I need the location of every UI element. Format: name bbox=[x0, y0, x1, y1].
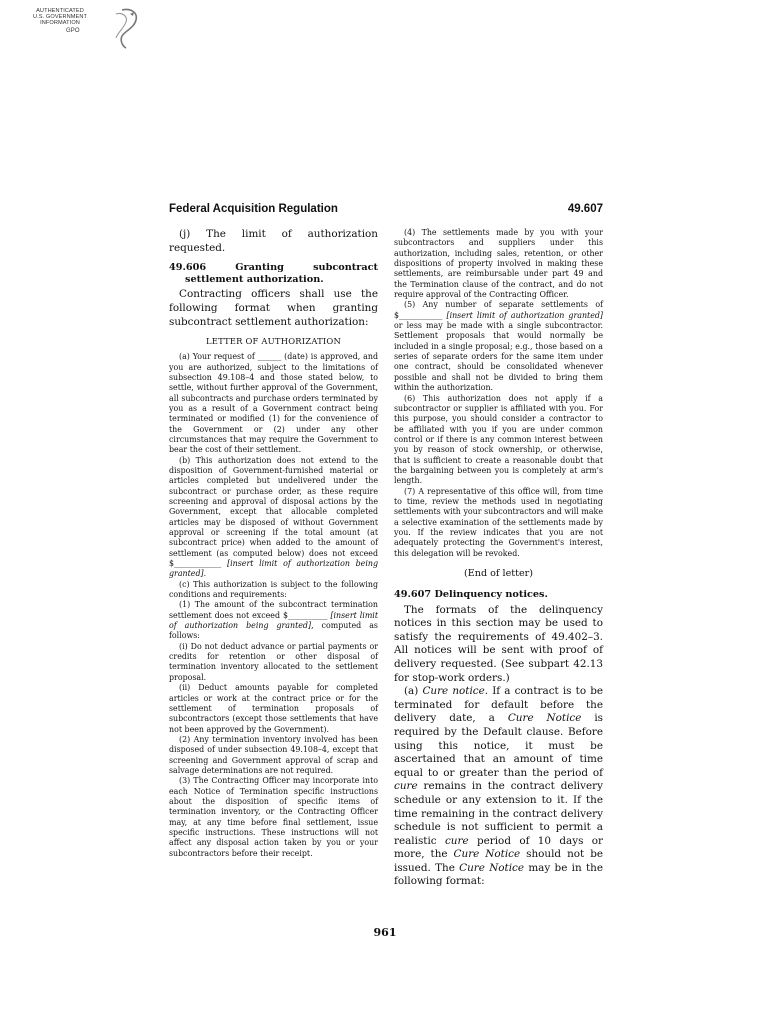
paragraph-c1-ii: (ii) Deduct amounts payable for completed articles or work at the contract price or for the settlement of termination proposals of subcontractors (except those settlements that have not been approved by the Government). bbox=[169, 683, 378, 734]
paragraph-c5 bbox=[394, 300, 603, 393]
cure-text-2: If a contract is to be terminated for default before the delivery date, a bbox=[394, 685, 604, 725]
section-heading-49-607: 49.607 Delinquency notices. bbox=[394, 589, 548, 600]
page-number: 961 bbox=[373, 926, 397, 939]
cure-italic-1: Cure notice. bbox=[422, 685, 489, 698]
cure-notice-paragraph bbox=[394, 685, 603, 889]
item-j: (j) The limit of authorization requested. bbox=[169, 228, 378, 254]
seal-line-3: INFORMATION bbox=[40, 20, 80, 27]
cure-text-4: remains in the contract delivery schedule or any extension to it. If the time remaining in the contract delivery schedule is not sufficient to permit a realistic bbox=[394, 780, 603, 847]
cure-text-1: (a) bbox=[404, 685, 423, 698]
cure-text-5: period of 10 days or more, the bbox=[394, 834, 603, 861]
cure-italic-4: cure bbox=[444, 834, 469, 847]
paragraph-c1-text: (1) The amount of the subcontract termination settlement does not exceed $__________ bbox=[169, 600, 378, 620]
delinquency-intro: The formats of the delinquency notices in this section may be used to satisfy the requirements of 49.402–3. All notices will be sent with proof of delivery requested. (See subpart 42.13 for stop-work orders.) bbox=[394, 603, 603, 684]
section-intro: Contracting officers shall use the following format when granting subcontract settlement authorization: bbox=[169, 288, 378, 328]
cure-italic-2: Cure Notice bbox=[507, 712, 582, 725]
seal-line-2: U.S. GOVERNMENT bbox=[32, 14, 88, 21]
end-of-letter: (End of letter) bbox=[464, 568, 533, 579]
paragraph-c1-i: (i) Do not deduct advance or partial payments or credits for retention or other disposal of termination inventory allocated to the settlement proposal. bbox=[169, 641, 378, 682]
letter-title: LETTER OF AUTHORIZATION bbox=[206, 336, 341, 347]
paragraph-c7: (7) A representative of this office will, from time to time, review the methods used in negotiating settlements with your subcontractors and will make a selective examination of the settlements made by you. If the review indicates that you are not adequately protecting the Government's interest, this delegation will be revoked. bbox=[394, 486, 603, 558]
cure-text-7: may be in the following format: bbox=[394, 861, 603, 888]
section-heading-49-606: 49.606 Granting subcontract settlement authorization. bbox=[169, 262, 378, 285]
right-column bbox=[394, 228, 603, 889]
paragraph-c1-end: , computed as follows: bbox=[169, 621, 378, 641]
paragraph-a: (a) Your request of ______ (date) is approved, and you are authorized, subject to the limitations of subsection 49.108–4 and those stated below, to settle, without further approval of the Government, all subcontracts and purchase orders terminated by you as a result of a Government contract being terminated or modified (1) for the convenience of the Government or (2) under any other circumstances that may require the Government to bear the cost of their settlement. bbox=[169, 352, 378, 455]
running-head bbox=[169, 203, 603, 219]
paragraph-c: (c) This authorization is subject to the following conditions and requirements: bbox=[169, 579, 378, 600]
seal-line-1: AUTHENTICATED bbox=[36, 8, 84, 14]
seal-gpo-mark: GPO bbox=[66, 27, 80, 34]
paragraph-c1 bbox=[169, 600, 378, 641]
paragraph-c5-end: or less may be made with a single subcontractor. Settlement proposals that would normally be included in a single proposal; e.g., those based on a series of separate orders for the same item under one contract, should be consolidated whenever possible and shall not be divided to bring them within the authorization. bbox=[394, 321, 603, 393]
cure-italic-6: Cure Notice bbox=[459, 861, 525, 874]
paragraph-c4: (4) The settlements made by you with your subcontractors and suppliers under this authorization, including sales, retention, or other dispositions of property involved in making these settlements, are reimbursable under part 49 and the Termination clause of the contract, and do not require approval of the Contracting Officer. bbox=[394, 228, 603, 300]
running-head-title: Federal Acquisition Regulation bbox=[169, 203, 338, 215]
cure-text-3: is required by the Default clause. Before using this notice, it must be ascertained that an amount of time equal to or greater than the period of bbox=[394, 712, 603, 779]
paragraph-c1-insert: [insert limit of authorization being granted] bbox=[169, 610, 378, 631]
paragraph-b-insert: [insert limit of authorization being granted] bbox=[169, 559, 379, 579]
paragraph-b-end: . bbox=[203, 569, 207, 579]
paragraph-c5-insert: [insert limit of authorization granted] bbox=[446, 310, 603, 320]
cure-text-6: should not be issued. The bbox=[394, 848, 603, 874]
paragraph-b bbox=[169, 456, 378, 580]
paragraph-c6: (6) This authorization does not apply if a subcontractor or supplier is affiliated with you. For this purpose, you should consider a contractor to be affiliated with you if you are under common control or if there is any common interest between you by reason of stock ownership, or otherwise, that is sufficient to create a reasonable doubt that the bargaining between you is completely at arm's length. bbox=[394, 393, 603, 486]
paragraph-c3: (3) The Contracting Officer may incorporate into each Notice of Termination specific instructions about the disposition of specific items of termination inventory, or the Contracting Officer may, at any time before final settlement, issue specific instructions. These instructions will not affect any disposal action taken by you or your subcontractors before their receipt. bbox=[169, 776, 378, 858]
paragraph-c2: (2) Any termination inventory involved has been disposed of under subsection 49.108–4, except that screening and Government approval of scrap and salvage determinations are not required. bbox=[169, 734, 378, 775]
paragraph-c5-text: (5) Any number of separate settlements of $___________ bbox=[394, 300, 603, 320]
cure-italic-3: cure bbox=[394, 780, 418, 793]
cure-italic-5: Cure Notice bbox=[453, 848, 521, 861]
running-head-section: 49.607 bbox=[567, 203, 603, 215]
left-column bbox=[169, 228, 378, 859]
gpo-authentication-text bbox=[30, 8, 90, 34]
paragraph-b-text: (b) This authorization does not extend to the disposition of Government-furnished material or articles completed but undelivered under the subcontract or purchase order, as these require screening and approval of disposal actions by the Government, except that allocable completed articles may be disposed of without Government approval or screening if the total amount (at subcontract price) when added to the amount of settlement (as computed below) does not exceed $____________ bbox=[169, 455, 378, 569]
